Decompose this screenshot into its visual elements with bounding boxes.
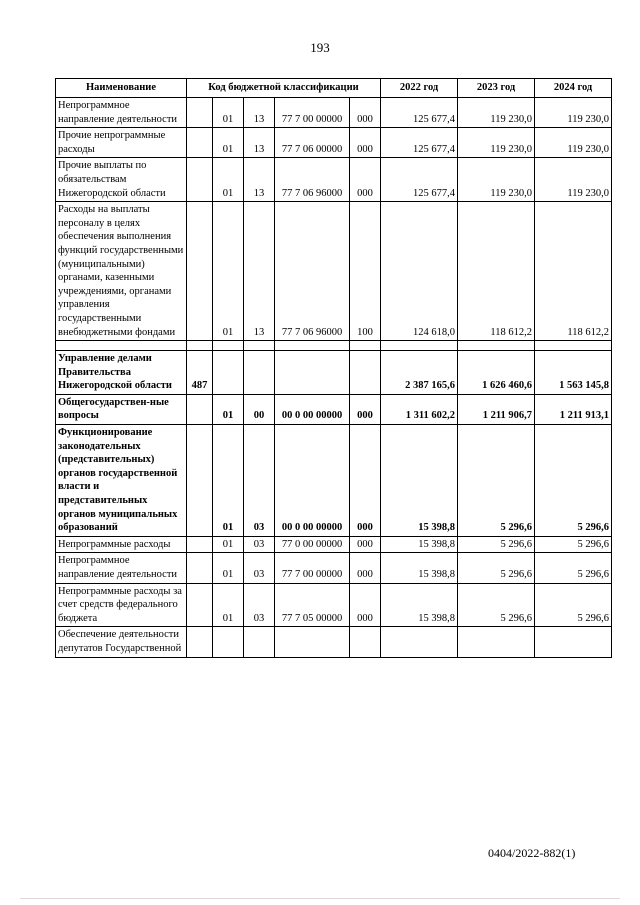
cell-y2022: 124 618,0 [381, 202, 458, 341]
cell-pr: 13 [244, 158, 275, 202]
table-row [56, 351, 612, 395]
cell-vr: 000 [350, 583, 381, 627]
cell-csr: 77 7 06 00000 [275, 128, 350, 158]
table-spacer-row [56, 341, 612, 351]
cell-csr: 77 7 06 96000 [275, 158, 350, 202]
cell-rz: 01 [213, 536, 244, 553]
cell-y2022: 125 677,4 [381, 98, 458, 128]
cell-y2023: 5 296,6 [458, 425, 535, 537]
cell-vr [350, 351, 381, 395]
cell-rz: 01 [213, 425, 244, 537]
table-row [56, 394, 612, 424]
cell-name: Прочие непрограммные расходы [56, 128, 187, 158]
cell-y2023: 1 211 906,7 [458, 394, 535, 424]
cell-y2024: 5 296,6 [535, 425, 612, 537]
header-name: Наименование [56, 79, 187, 98]
cell-rz: 01 [213, 553, 244, 583]
cell-name: Непрограммные расходы [56, 536, 187, 553]
footer-divider [20, 898, 620, 899]
cell-y2022: 125 677,4 [381, 158, 458, 202]
cell-y2022: 15 398,8 [381, 583, 458, 627]
cell-y2024: 5 296,6 [535, 553, 612, 583]
cell-pr: 13 [244, 128, 275, 158]
cell-vr: 000 [350, 553, 381, 583]
cell-pr: 03 [244, 536, 275, 553]
cell-rz: 01 [213, 128, 244, 158]
cell-y2024: 5 296,6 [535, 536, 612, 553]
cell-vr: 000 [350, 98, 381, 128]
cell-y2022: 15 398,8 [381, 553, 458, 583]
table-cell [56, 341, 187, 351]
cell-pr: 03 [244, 583, 275, 627]
cell-pr: 03 [244, 425, 275, 537]
table-cell [458, 341, 535, 351]
cell-vr: 100 [350, 202, 381, 341]
cell-name: Непрограммные расходы за счет средств федерального бюджета [56, 583, 187, 627]
cell-ved [187, 536, 213, 553]
cell-csr: 77 7 05 00000 [275, 583, 350, 627]
cell-y2024: 119 230,0 [535, 158, 612, 202]
cell-pr: 13 [244, 98, 275, 128]
cell-ved [187, 425, 213, 537]
cell-pr: 13 [244, 202, 275, 341]
cell-vr: 000 [350, 128, 381, 158]
table-cell [187, 341, 213, 351]
table-cell [244, 341, 275, 351]
cell-name: Прочие выплаты по обязательствам Нижегородской области [56, 158, 187, 202]
table-row [56, 425, 612, 537]
cell-y2024: 119 230,0 [535, 128, 612, 158]
cell-y2023: 5 296,6 [458, 583, 535, 627]
cell-pr: 00 [244, 394, 275, 424]
cell-y2023: 5 296,6 [458, 536, 535, 553]
cell-y2022: 15 398,8 [381, 536, 458, 553]
cell-csr: 00 0 00 00000 [275, 425, 350, 537]
cell-ved: 487 [187, 351, 213, 395]
table-header-row [56, 79, 612, 98]
cell-y2023: 5 296,6 [458, 553, 535, 583]
cell-y2024 [535, 627, 612, 657]
cell-y2023: 1 626 460,6 [458, 351, 535, 395]
table-row [56, 583, 612, 627]
cell-rz: 01 [213, 394, 244, 424]
cell-y2024: 1 211 913,1 [535, 394, 612, 424]
cell-name: Непрограммное направление деятельности [56, 98, 187, 128]
cell-vr: 000 [350, 536, 381, 553]
table-row [56, 202, 612, 341]
header-2022: 2022 год [381, 79, 458, 98]
header-2024: 2024 год [535, 79, 612, 98]
document-id: 0404/2022-882(1) [488, 846, 576, 860]
cell-name: Управление делами Правительства Нижегородской области [56, 351, 187, 395]
cell-rz: 01 [213, 158, 244, 202]
table-cell [350, 341, 381, 351]
cell-csr: 77 7 00 00000 [275, 553, 350, 583]
cell-ved [187, 158, 213, 202]
table-cell [381, 341, 458, 351]
cell-name: Непрограммное направление деятельности [56, 553, 187, 583]
cell-y2024: 119 230,0 [535, 98, 612, 128]
cell-ved [187, 627, 213, 657]
cell-y2024: 118 612,2 [535, 202, 612, 341]
cell-name: Обеспечение деятельности депутатов Государственной [56, 627, 187, 657]
cell-y2023: 118 612,2 [458, 202, 535, 341]
cell-y2024: 1 563 145,8 [535, 351, 612, 395]
cell-csr: 00 0 00 00000 [275, 394, 350, 424]
cell-vr [350, 627, 381, 657]
cell-name: Общегосударствен-ные вопросы [56, 394, 187, 424]
table-cell [275, 341, 350, 351]
cell-y2023: 119 230,0 [458, 98, 535, 128]
table-row [56, 553, 612, 583]
cell-ved [187, 394, 213, 424]
cell-y2022: 125 677,4 [381, 128, 458, 158]
table-row [56, 627, 612, 657]
cell-y2023 [458, 627, 535, 657]
cell-y2022: 1 311 602,2 [381, 394, 458, 424]
table-cell [535, 341, 612, 351]
table-cell [213, 341, 244, 351]
cell-ved [187, 98, 213, 128]
table-row [56, 536, 612, 553]
cell-csr: 77 0 00 00000 [275, 536, 350, 553]
cell-rz: 01 [213, 583, 244, 627]
cell-vr: 000 [350, 394, 381, 424]
cell-vr: 000 [350, 425, 381, 537]
cell-pr: 03 [244, 553, 275, 583]
cell-y2022: 2 387 165,6 [381, 351, 458, 395]
cell-csr [275, 627, 350, 657]
cell-csr [275, 351, 350, 395]
budget-table [55, 78, 612, 658]
cell-y2023: 119 230,0 [458, 128, 535, 158]
page-number: 193 [310, 40, 330, 55]
cell-rz [213, 351, 244, 395]
cell-rz: 01 [213, 202, 244, 341]
cell-csr: 77 7 06 96000 [275, 202, 350, 341]
header-code: Код бюджетной классификации [187, 79, 381, 98]
cell-ved [187, 583, 213, 627]
table-row [56, 128, 612, 158]
cell-ved [187, 128, 213, 158]
cell-name: Функционирование законодательных (представительных) органов государственной власти и представительных органов муниципальных образований [56, 425, 187, 537]
cell-vr: 000 [350, 158, 381, 202]
cell-y2022 [381, 627, 458, 657]
cell-ved [187, 553, 213, 583]
cell-ved [187, 202, 213, 341]
cell-name: Расходы на выплаты персоналу в целях обеспечения выполнения функций государственными (муниципальными) органами, казенными учреждениями, органами управления государственными внебюджетными фондами [56, 202, 187, 341]
cell-csr: 77 7 00 00000 [275, 98, 350, 128]
table-row [56, 98, 612, 128]
cell-pr [244, 351, 275, 395]
header-2023: 2023 год [458, 79, 535, 98]
cell-y2023: 119 230,0 [458, 158, 535, 202]
cell-rz [213, 627, 244, 657]
cell-y2022: 15 398,8 [381, 425, 458, 537]
cell-rz: 01 [213, 98, 244, 128]
cell-pr [244, 627, 275, 657]
cell-y2024: 5 296,6 [535, 583, 612, 627]
table-row [56, 158, 612, 202]
